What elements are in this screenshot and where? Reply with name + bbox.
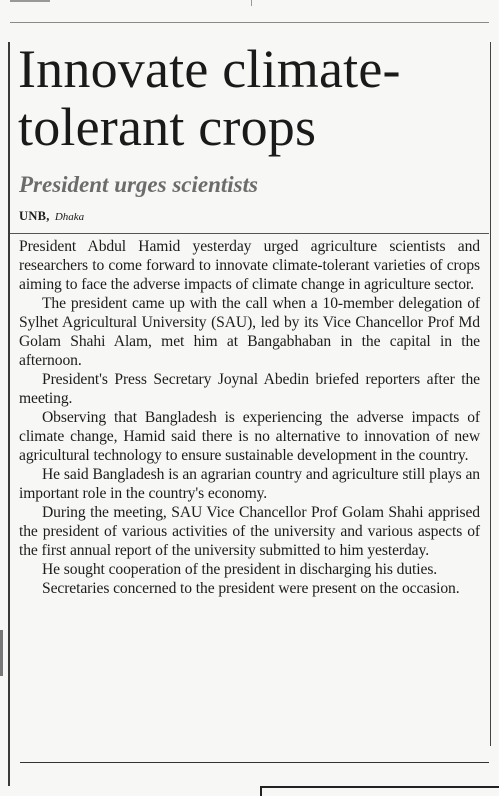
article-body bbox=[19, 237, 480, 598]
paragraph: The president came up with the call when a 10-member delegation of Sylhet Agricultural University (SAU), led by its Vice Chancellor Prof Md Golam Shahi Alam, met him at Bangabhaban in the capital in the afternoon. bbox=[19, 295, 480, 369]
paragraph: He said Bangladesh is an agrarian country and agriculture still plays an important role in the country's economy. bbox=[19, 466, 480, 502]
byline-location: Dhaka bbox=[54, 211, 85, 223]
subheadline: President urges scientists bbox=[19, 172, 258, 197]
byline bbox=[19, 209, 84, 224]
headline: Innovate climate-tolerant crops bbox=[18, 39, 401, 157]
article-right-border bbox=[490, 42, 491, 746]
paragraph: Secretaries concerned to the president were present on the occasion. bbox=[42, 580, 460, 597]
paragraph: During the meeting, SAU Vice Chancellor Prof Golam Shahi apprised the president of various activities of the university and various aspects of the first annual report of the university submitted to him yesterday. bbox=[19, 504, 480, 559]
byline-agency: UNB, bbox=[19, 209, 50, 223]
adjacent-column-edge bbox=[0, 630, 3, 676]
top-rule bbox=[10, 22, 489, 23]
paragraph: Observing that Bangladesh is experiencing the adverse impacts of climate change, Hamid said there is no alternative to innovation of new agricultural technology to ensure sustainable development in the country. bbox=[19, 409, 480, 464]
paragraph: President Abdul Hamid yesterday urged agriculture scientists and researchers to come forward to innovate climate-tolerant varieties of crops aiming to face the adverse impacts of climate change in agriculture sector. bbox=[19, 238, 480, 293]
adjacent-column-divider bbox=[251, 0, 252, 6]
next-article-box-edge bbox=[260, 786, 499, 796]
article-left-border bbox=[8, 42, 10, 786]
top-rule-fragment bbox=[10, 0, 50, 2]
byline-rule bbox=[10, 233, 489, 234]
paragraph: He sought cooperation of the president in discharging his duties. bbox=[42, 561, 438, 578]
paragraph: President's Press Secretary Joynal Abedin briefed reporters after the meeting. bbox=[19, 371, 480, 407]
bottom-rule bbox=[20, 762, 489, 763]
